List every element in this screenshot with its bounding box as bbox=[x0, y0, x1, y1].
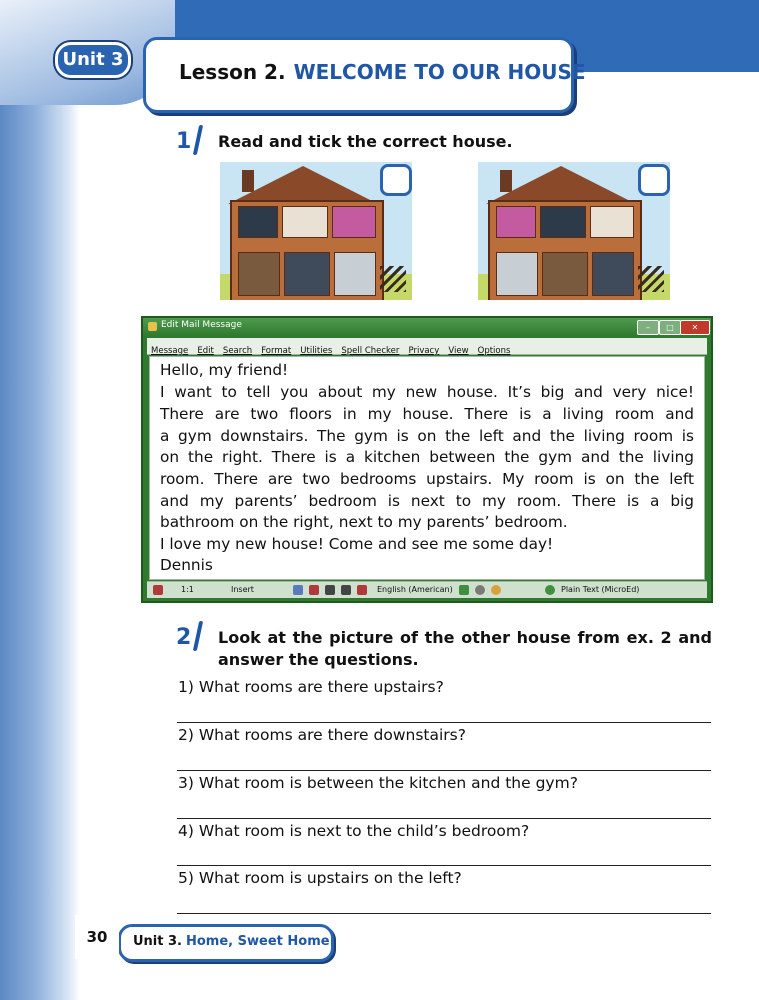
mail-line: a gym downstairs. The gym is on the left and the living room is bbox=[160, 427, 694, 445]
toolbar-icon[interactable] bbox=[341, 585, 351, 595]
mail-statusbar bbox=[147, 581, 707, 598]
settings-icon[interactable] bbox=[475, 585, 485, 595]
mail-line: Dennis bbox=[160, 556, 213, 574]
lesson-label: Lesson 2. bbox=[179, 60, 286, 84]
format-icon[interactable] bbox=[545, 585, 555, 595]
toolbar-icon[interactable] bbox=[293, 585, 303, 595]
exercise-2-number-text: 2 bbox=[176, 625, 192, 650]
mail-line: I want to tell you about my new house. It’s big and very nice! bbox=[160, 383, 694, 401]
room-lower-right bbox=[334, 252, 376, 296]
stairs bbox=[380, 266, 406, 292]
answer-line-1[interactable] bbox=[177, 722, 711, 723]
menu-view[interactable]: View bbox=[448, 346, 469, 356]
mail-titlebar bbox=[143, 318, 711, 336]
footer-title bbox=[133, 934, 330, 949]
close-icon[interactable]: ✕ bbox=[680, 320, 710, 335]
question-2: 2) What rooms are there downstairs? bbox=[178, 726, 466, 744]
help-icon[interactable] bbox=[491, 585, 501, 595]
status-mode: Insert bbox=[231, 585, 254, 594]
exercise-2-instruction-line-1: Look at the picture of the other house from ex. 2 and bbox=[218, 628, 712, 647]
exercise-1-instruction: Read and tick the correct house. bbox=[218, 132, 513, 151]
room-lower-left bbox=[496, 252, 538, 296]
question-4: 4) What room is next to the child’s bedroom? bbox=[178, 822, 530, 840]
toolbar-icon[interactable] bbox=[325, 585, 335, 595]
menu-search[interactable]: Search bbox=[222, 346, 253, 356]
question-5: 5) What room is upstairs on the left? bbox=[178, 869, 462, 887]
mail-line: bathroom on the right, next to my parents’ bedroom. bbox=[160, 513, 568, 531]
tick-box-house-2[interactable] bbox=[638, 164, 670, 196]
footer-unit-title: Home, Sweet Home bbox=[186, 934, 330, 949]
room-upper-left bbox=[496, 206, 536, 238]
answer-line-3[interactable] bbox=[177, 818, 711, 819]
answer-line-2[interactable] bbox=[177, 770, 711, 771]
status-position: 1:1 bbox=[181, 585, 194, 594]
room-upper-middle bbox=[540, 206, 586, 238]
exercise-2-number bbox=[176, 623, 206, 653]
question-1: 1) What rooms are there upstairs? bbox=[178, 678, 444, 696]
exercise-1-number bbox=[176, 127, 206, 157]
status-record-icon bbox=[153, 585, 163, 595]
room-upper-left bbox=[238, 206, 278, 238]
lesson-title-tab bbox=[143, 37, 586, 113]
answer-line-4[interactable] bbox=[177, 865, 711, 866]
mail-line: I love my new house! Come and see me some day! bbox=[160, 535, 554, 553]
room-upper-middle bbox=[282, 206, 328, 238]
mail-menubar bbox=[147, 338, 707, 355]
house-body bbox=[488, 200, 642, 300]
exercise-slash-icon bbox=[193, 621, 203, 651]
menu-options[interactable]: Options bbox=[477, 346, 511, 356]
toolbar-icon[interactable] bbox=[357, 585, 367, 595]
tick-box-house-1[interactable] bbox=[380, 164, 412, 196]
mail-line: and my parents’ bedroom is next to my room. There is a big bbox=[160, 492, 694, 510]
mail-line: Hello, my friend! bbox=[160, 361, 289, 379]
lesson-heading bbox=[179, 60, 586, 84]
roof bbox=[228, 166, 378, 204]
exercise-slash-icon bbox=[193, 125, 203, 155]
mail-window-title: Edit Mail Message bbox=[161, 320, 242, 330]
left-decor-strip bbox=[0, 0, 80, 1000]
mail-body-textarea[interactable] bbox=[149, 356, 705, 580]
exercise-1-number-text: 1 bbox=[176, 129, 192, 154]
menu-format[interactable]: Format bbox=[261, 346, 292, 356]
maximize-icon[interactable]: □ bbox=[659, 320, 681, 335]
answer-line-5[interactable] bbox=[177, 913, 711, 914]
room-lower-right bbox=[592, 252, 634, 296]
room-lower-left bbox=[238, 252, 280, 296]
room-lower-middle bbox=[542, 252, 588, 296]
footer-unit-label: Unit 3. bbox=[133, 934, 182, 949]
lesson-title: WELCOME TO OUR HOUSE bbox=[293, 60, 586, 84]
question-3: 3) What room is between the kitchen and the gym? bbox=[178, 774, 578, 792]
mail-line: room. There are two bedrooms upstairs. My room is on the left bbox=[160, 470, 694, 488]
menu-edit[interactable]: Edit bbox=[197, 346, 214, 356]
house-body bbox=[230, 200, 384, 300]
page-number: 30 bbox=[75, 915, 119, 959]
mail-window bbox=[141, 316, 713, 603]
mail-app-icon bbox=[148, 322, 157, 331]
mail-line: on the right. There is a kitchen between the gym and the living bbox=[160, 448, 694, 466]
menu-message[interactable]: Message bbox=[151, 346, 189, 356]
minimize-icon[interactable]: – bbox=[637, 320, 659, 335]
room-upper-right bbox=[332, 206, 376, 238]
room-lower-middle bbox=[284, 252, 330, 296]
roof bbox=[486, 166, 636, 204]
status-format: Plain Text (MicroEd) bbox=[561, 585, 640, 594]
footer-tab bbox=[118, 924, 334, 962]
toolbar-icon[interactable] bbox=[459, 585, 469, 595]
exercise-2-instruction-line-2: answer the questions. bbox=[218, 650, 419, 669]
toolbar-icon[interactable] bbox=[309, 585, 319, 595]
stairs bbox=[638, 266, 664, 292]
mail-line: There are two floors in my house. There is a living room and bbox=[160, 405, 694, 423]
menu-utilities[interactable]: Utilities bbox=[300, 346, 333, 356]
room-upper-right bbox=[590, 206, 634, 238]
status-language: English (American) bbox=[377, 585, 453, 594]
menu-privacy[interactable]: Privacy bbox=[408, 346, 440, 356]
menu-spell-checker[interactable]: Spell Checker bbox=[341, 346, 400, 356]
unit-badge: Unit 3 bbox=[55, 42, 131, 78]
